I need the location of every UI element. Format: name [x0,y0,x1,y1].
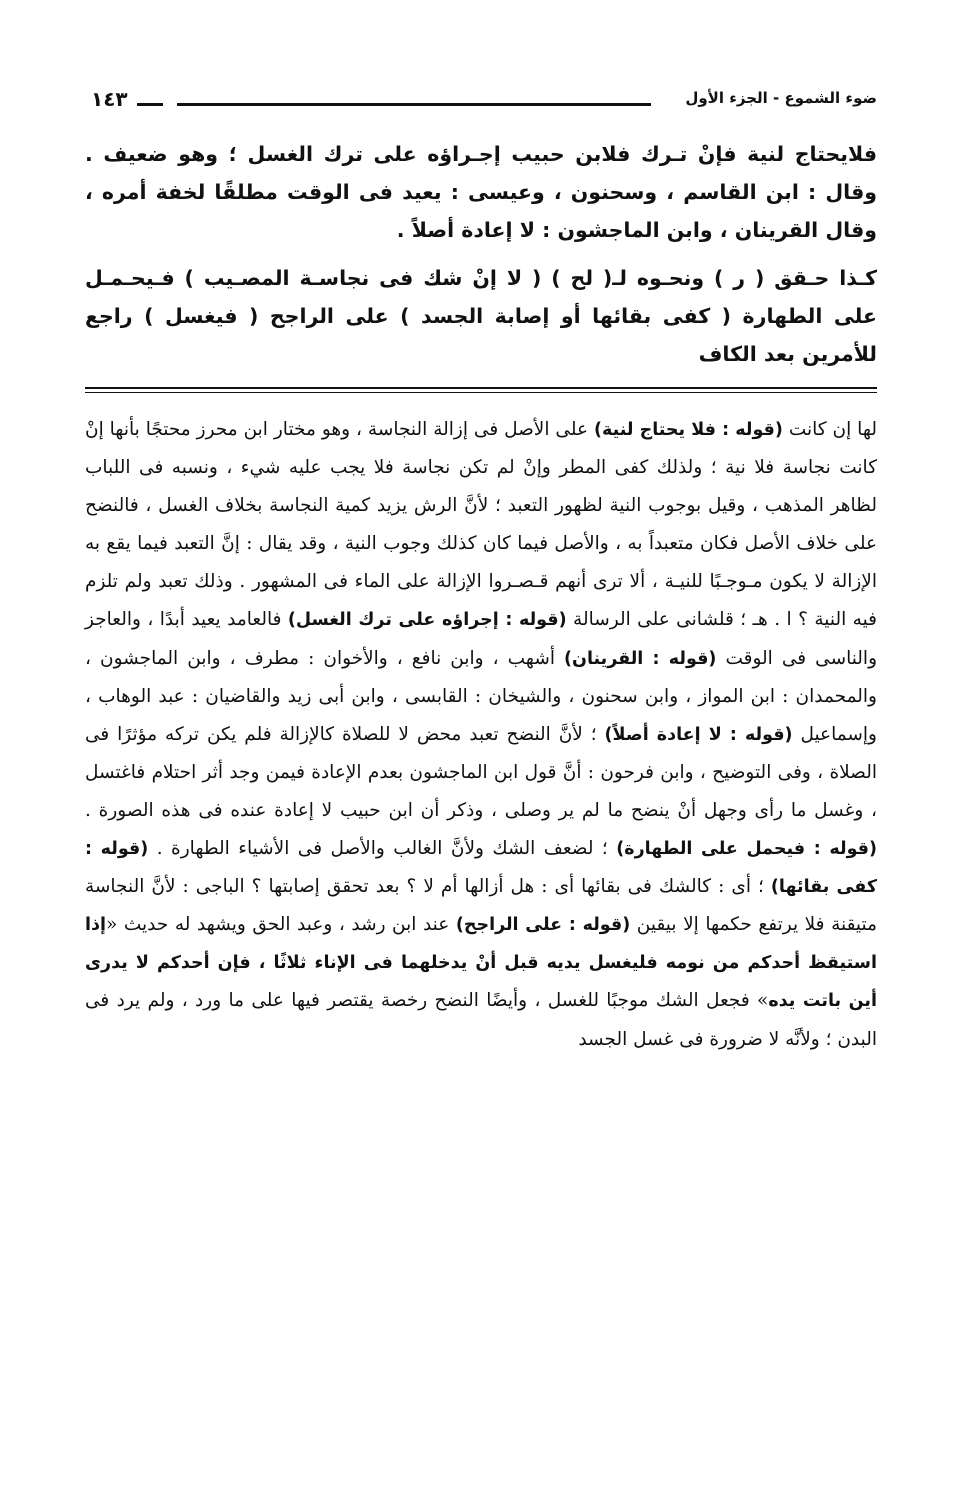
main-paragraph-2: كـذا حـقق ( ر ) ونحـوه لـ( لح ) ( لا إنْ شك فى نجاسـة المصـيب ) فـيحـمـل على الطهارة ( كفى بقائها أو إصابة الجسد ) على الراجح ( فيغسل ) راجع للأمرين بعد الكاف [85,266,877,366]
page-number-dash [137,103,163,106]
main-paragraph-1: فلايحتاج لنية فإنْ تـرك فلابن حبيب إجـراؤه على ترك الغسل ؛ وهو ضعيف . وقال : ابن القاسم ، وسحنون ، وعيسى : يعيد فى الوقت مطلقًا لخفة أمره ، وقال القرينان ، وابن الماجشون : لا إعادة أصلاً . [85,142,877,242]
footnote-divider [85,387,877,393]
footnote-citation: (قوله : لا إعادة أصلاً) [604,724,793,745]
footnote-text: عند ابن رشد ، وعبد الحق ويشهد له حديث « [105,914,456,936]
footnote-text: لها إن كانت [782,419,877,440]
running-header [85,85,877,119]
page [85,85,877,1059]
header-rule [177,103,651,106]
footnote-paragraph [85,411,877,1059]
page-number: ١٤٣ [91,87,128,111]
hadith-quote: إذا استيقظ أحدكم من نومه فليغسل يديه قبل أنْ يدخلهما فى الإناء ثلاثًا ، فإن أحدكم لا يدرى أين باتت يده [85,915,877,1012]
footnote-citation: (قوله : فيحمل على الطهارة) [616,839,878,860]
footnote-text: على الأصل فى إزالة النجاسة ، وهو مختار ابن محرز محتجًا بأنها إنْ كانت نجاسة فلا نية ؛ ولذلك كفى المطر وإنْ لم تكن نجاسة فلا يجب عليه شيء ، ونسبه فى اللباب لظاهر المذهب ، وقيل بوجوب النية لظهور التعبد ؛ لأنَّ الرش يزيد كمية النجاسة بخلاف الغسل ، فالنضح على خلاف الأصل فكان متعبداً به ، والأصل فيما كان كذلك وجوب النية ، وقد يقال : إنَّ التعبد فيما يقع به الإزالة لا يكون مـوجـبًا للنيـة ، ألا ترى أنهم قـصـروا الإزالة على الماء فى المشهور . وذلك تعبد ولم تلزم فيه النية ؟ ا . هـ ؛ قلشانى على الرسالة [85,419,877,631]
header-title: ضوء الشموع - الجزء الأول [685,89,877,107]
footnote-citation: (قوله : كفى بقائها) [85,839,878,898]
footnote-citation: (قوله : القرينان) [564,648,717,669]
footnote-citation: (قوله : إجراؤه على ترك الغسل) [287,610,567,631]
footnote-text: أشهب ، وابن نافع ، والأخوان : مطرف ، وابن الماجشون ، والمحمدان : ابن المواز ، وابن سحنون ، والشيخان : القابسى ، وابن أبى زيد والقاضيان : عبد الوهاب ، وإسماعيل [85,647,877,745]
main-text [85,135,877,373]
footnote-text: ؛ لضعف الشك ولأنَّ الغالب والأصل فى الأشياء الطهارة . [148,838,617,860]
footnote-citation: (قوله : فلا يحتاج لنية) [593,420,783,440]
footnote-text: فالعامد يعيد أبدًا ، والعاجز والناسى فى الوقت [85,609,877,669]
footnote-text: ؛ أى : كالشك فى بقائها أى : هل أزالها أم لا ؟ بعد تحقق إصابتها ؟ الباجى : لأنَّ النجاسة متيقنة فلا يرتفع حكمها إلا بيقين [85,876,877,936]
footnote-text: » فجعل الشك موجبًا للغسل ، وأيضًا النضح رخصة يقتصر فيها على ما ورد ، ولم يرد فى البدن ؛ ولأنَّه لا ضرورة فى غسل الجسد [85,990,877,1050]
footnote-citation: (قوله : على الراجح) [455,915,631,936]
footnote-text: ؛ لأنَّ النضح تعبد محض لا للصلاة كالإزالة فلم يكن تركه مؤثرًا فى الصلاة ، وفى التوضيح ، وابن فرحون : أنَّ قول ابن الماجشون بعدم الإعادة فيمن وجد أثر احتلام فاغتسل ، وغسل ما رأى وجهل أنْ ينضح ما لم ير وصلى ، وذكر أن ابن حبيب لا إعادة عنده فى هذه الصورة . [85,723,877,821]
footnote [85,411,877,1059]
